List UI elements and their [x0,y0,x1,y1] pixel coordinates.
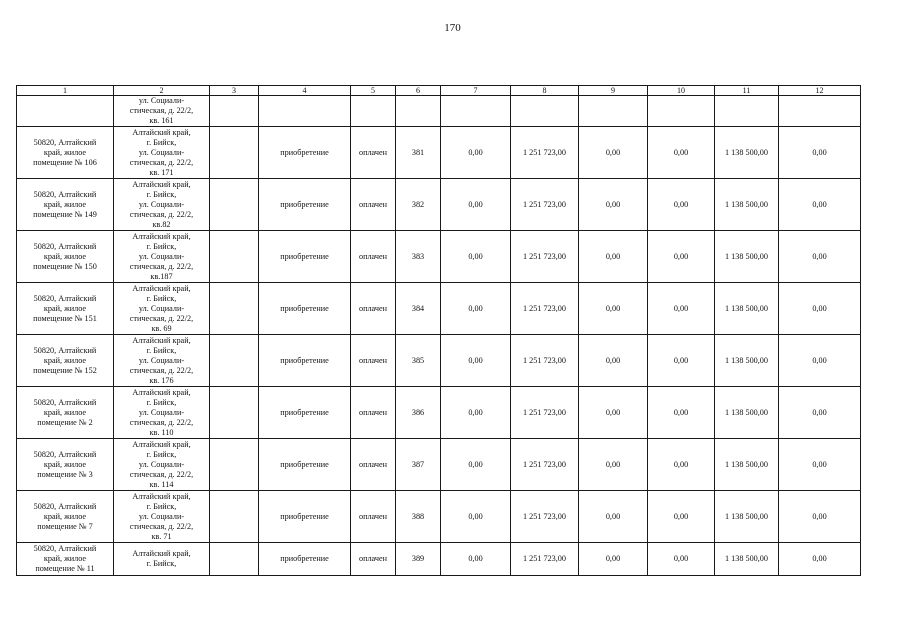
amount-cell [441,96,511,127]
object-name-cell: 50820, Алтайский край, жилое помещение № 3 [17,439,114,491]
column-header: 4 [259,86,351,96]
amount-cell: 0,00 [441,127,511,179]
amount-cell: 0,00 [579,283,648,335]
object-name-cell: 50820, Алтайский край, жилое помещение № 151 [17,283,114,335]
amount-cell: 0,00 [579,335,648,387]
amount-cell: 0,00 [779,439,861,491]
number-cell [396,96,441,127]
basis-cell: приобретение [259,335,351,387]
amount-cell: 0,00 [579,231,648,283]
amount-cell: 0,00 [648,491,715,543]
amount-cell: 1 251 723,00 [511,127,579,179]
amount-cell: 1 251 723,00 [511,283,579,335]
amount-cell [779,96,861,127]
amount-cell: 0,00 [441,283,511,335]
address-cell: Алтайский край, г. Бийск, ул. Социали- стическая, д. 22/2, кв. 176 [114,335,210,387]
amount-cell: 1 251 723,00 [511,335,579,387]
amount-cell: 0,00 [648,335,715,387]
amount-cell: 0,00 [779,387,861,439]
amount-cell: 0,00 [579,179,648,231]
status-cell: оплачен [351,335,396,387]
table-cell [210,335,259,387]
amount-cell: 0,00 [441,439,511,491]
status-cell: оплачен [351,543,396,576]
address-cell: Алтайский край, г. Бийск, ул. Социали- стическая, д. 22/2, кв. 69 [114,283,210,335]
table-row [17,96,861,127]
object-name-cell: 50820, Алтайский край, жилое помещение № 152 [17,335,114,387]
amount-cell: 0,00 [441,179,511,231]
amount-cell: 0,00 [779,179,861,231]
amount-cell: 0,00 [579,491,648,543]
amount-cell: 0,00 [779,543,861,576]
address-cell: Алтайский край, г. Бийск, ул. Социали- стическая, д. 22/2, кв. 114 [114,439,210,491]
address-cell: Алтайский край, г. Бийск, ул. Социали- стическая, д. 22/2, кв. 171 [114,127,210,179]
amount-cell: 0,00 [779,127,861,179]
column-header: 6 [396,86,441,96]
table-cell [210,283,259,335]
amount-cell: 0,00 [441,335,511,387]
object-name-cell: 50820, Алтайский край, жилое помещение № 106 [17,127,114,179]
address-cell: Алтайский край, г. Бийск, ул. Социали- стическая, д. 22/2, кв.82 [114,179,210,231]
table-row [17,283,861,335]
column-header: 2 [114,86,210,96]
table-cell [210,387,259,439]
column-header: 1 [17,86,114,96]
status-cell: оплачен [351,491,396,543]
number-cell: 386 [396,387,441,439]
table-row [17,491,861,543]
number-cell: 385 [396,335,441,387]
table-row [17,387,861,439]
amount-cell: 1 138 500,00 [715,387,779,439]
address-cell: Алтайский край, г. Бийск, ул. Социали- стическая, д. 22/2, кв. 110 [114,387,210,439]
column-header: 11 [715,86,779,96]
amount-cell: 0,00 [579,387,648,439]
number-cell: 387 [396,439,441,491]
page-number: 170 [444,22,461,34]
amount-cell [715,96,779,127]
address-cell: ул. Социали- стическая, д. 22/2, кв. 161 [114,96,210,127]
column-header: 10 [648,86,715,96]
basis-cell: приобретение [259,127,351,179]
table-row [17,231,861,283]
amount-cell: 0,00 [648,283,715,335]
object-name-cell [17,96,114,127]
table-cell [210,491,259,543]
table-row [17,179,861,231]
amount-cell: 1 251 723,00 [511,439,579,491]
amount-cell: 1 138 500,00 [715,543,779,576]
object-name-cell: 50820, Алтайский край, жилое помещение № 150 [17,231,114,283]
object-name-cell: 50820, Алтайский край, жилое помещение № 7 [17,491,114,543]
amount-cell: 0,00 [441,491,511,543]
amount-cell: 1 138 500,00 [715,439,779,491]
amount-cell: 0,00 [648,179,715,231]
number-cell: 388 [396,491,441,543]
amount-cell: 1 138 500,00 [715,127,779,179]
status-cell: оплачен [351,179,396,231]
status-cell: оплачен [351,439,396,491]
amount-cell: 0,00 [779,283,861,335]
column-number-row [17,86,861,96]
table-cell [210,127,259,179]
amount-cell [579,96,648,127]
amount-cell: 0,00 [441,231,511,283]
address-cell: Алтайский край, г. Бийск, ул. Социали- стическая, д. 22/2, кв. 71 [114,491,210,543]
basis-cell [259,96,351,127]
amount-cell: 1 138 500,00 [715,179,779,231]
number-cell: 389 [396,543,441,576]
amount-cell: 1 251 723,00 [511,179,579,231]
basis-cell: приобретение [259,439,351,491]
amount-cell: 0,00 [579,543,648,576]
address-cell: Алтайский край, г. Бийск, ул. Социали- стическая, д. 22/2, кв.187 [114,231,210,283]
amount-cell: 0,00 [779,231,861,283]
amount-cell: 0,00 [648,387,715,439]
table-cell [210,543,259,576]
table-row [17,335,861,387]
basis-cell: приобретение [259,387,351,439]
status-cell: оплачен [351,231,396,283]
number-cell: 381 [396,127,441,179]
amount-cell: 1 138 500,00 [715,335,779,387]
number-cell: 384 [396,283,441,335]
amount-cell [648,96,715,127]
amount-cell: 0,00 [648,439,715,491]
amount-cell: 0,00 [648,127,715,179]
basis-cell: приобретение [259,179,351,231]
column-header: 7 [441,86,511,96]
table-cell [210,96,259,127]
basis-cell: приобретение [259,283,351,335]
amount-cell: 0,00 [779,491,861,543]
status-cell: оплачен [351,387,396,439]
column-header: 9 [579,86,648,96]
amount-cell: 1 251 723,00 [511,491,579,543]
number-cell: 382 [396,179,441,231]
table-cell [210,179,259,231]
amount-cell: 1 251 723,00 [511,231,579,283]
amount-cell: 0,00 [648,231,715,283]
column-header: 3 [210,86,259,96]
column-header: 8 [511,86,579,96]
status-cell [351,96,396,127]
amount-cell: 1 251 723,00 [511,387,579,439]
address-cell: Алтайский край, г. Бийск, [114,543,210,576]
basis-cell: приобретение [259,543,351,576]
amount-cell: 0,00 [779,335,861,387]
amount-cell: 1 138 500,00 [715,491,779,543]
number-cell: 383 [396,231,441,283]
table-row [17,439,861,491]
amount-cell: 1 138 500,00 [715,231,779,283]
amount-cell: 0,00 [579,439,648,491]
amount-cell: 1 138 500,00 [715,283,779,335]
status-cell: оплачен [351,283,396,335]
table-cell [210,231,259,283]
object-name-cell: 50820, Алтайский край, жилое помещение № 2 [17,387,114,439]
object-name-cell: 50820, Алтайский край, жилое помещение № 11 [17,543,114,576]
amount-cell: 0,00 [648,543,715,576]
object-name-cell: 50820, Алтайский край, жилое помещение № 149 [17,179,114,231]
table-row [17,127,861,179]
column-header: 5 [351,86,396,96]
status-cell: оплачен [351,127,396,179]
table-row [17,543,861,576]
column-header: 12 [779,86,861,96]
amount-cell: 0,00 [441,543,511,576]
amount-cell: 1 251 723,00 [511,543,579,576]
amount-cell: 0,00 [441,387,511,439]
registry-table [16,85,861,576]
basis-cell: приобретение [259,231,351,283]
amount-cell: 0,00 [579,127,648,179]
basis-cell: приобретение [259,491,351,543]
table-cell [210,439,259,491]
amount-cell [511,96,579,127]
